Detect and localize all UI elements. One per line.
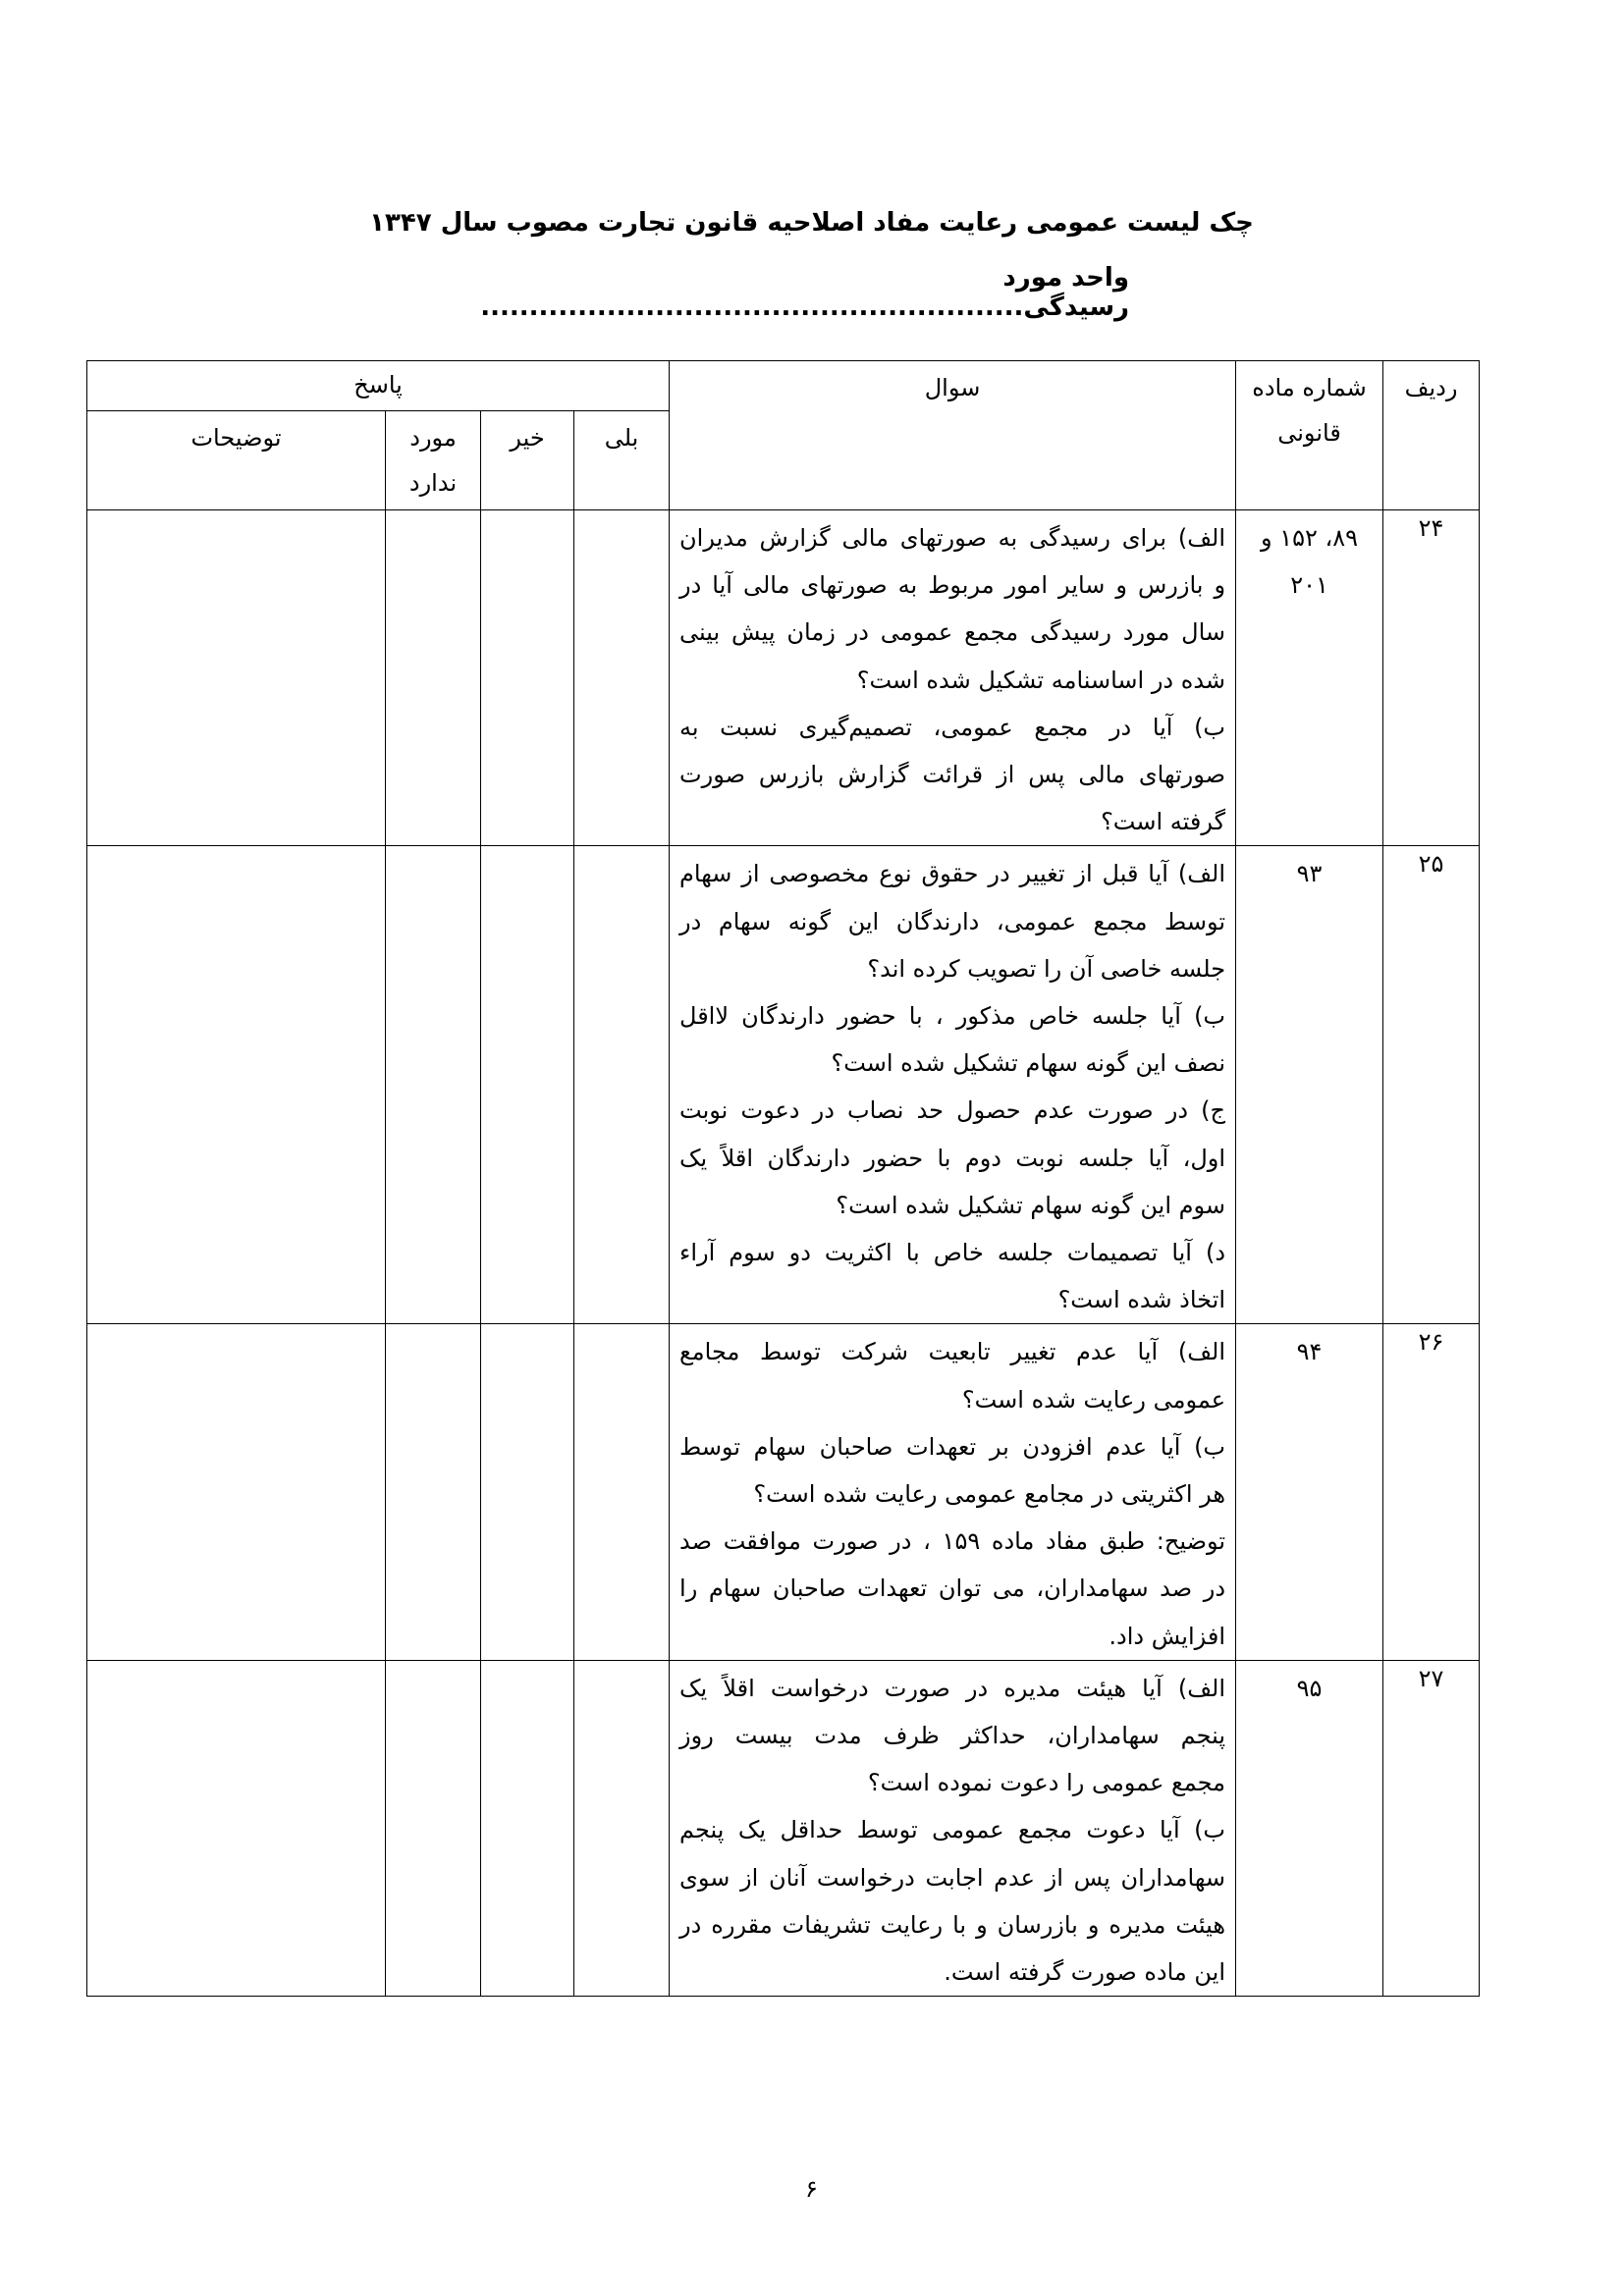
table-row: [87, 1660, 1480, 1996]
answer-not-applicable-cell[interactable]: [386, 1660, 481, 1996]
article-number-line1: ۹۵: [1296, 1674, 1323, 1702]
row-number: ۲۵: [1383, 846, 1480, 1324]
question-line: توسط مجمع عمومی، دارندگان این گونه سهام در: [679, 907, 1226, 935]
header-article-number: [1236, 361, 1383, 510]
question-line: در صد سهامداران، می توان تعهدات صاحبان سهام را: [679, 1575, 1226, 1603]
question-text: [670, 846, 1236, 1324]
header-no: خیر: [481, 411, 574, 510]
question-line: هیئت مدیره و بازرسان و با رعایت تشریفات مقرره در: [679, 1910, 1226, 1939]
question-line: صورتهای مالی پس از قرائت گزارش بازرس صورت: [679, 761, 1226, 789]
article-number: [1236, 846, 1383, 1324]
question-line: سهامداران پس از عدم اجابت درخواست آنان از سوی: [679, 1863, 1226, 1892]
header-remarks: توضیحات: [87, 411, 386, 510]
remarks-cell[interactable]: [87, 846, 386, 1324]
remarks-cell[interactable]: [87, 510, 386, 846]
answer-not-applicable-cell[interactable]: [386, 1324, 481, 1660]
checklist-table: [86, 360, 1480, 1997]
answer-no-cell[interactable]: [481, 846, 574, 1324]
answer-yes-cell[interactable]: [574, 1324, 670, 1660]
question-line: و بازرس و سایر امور مربوط به صورتهای مالی آیا در: [679, 571, 1226, 600]
question-line: جلسه خاصی آن را تصویب کرده اند؟: [867, 954, 1226, 983]
table-row: [87, 1324, 1480, 1660]
checklist-body: [87, 510, 1480, 1997]
question-line: هر اکثریتی در مجامع عمومی رعایت شده است؟: [753, 1480, 1226, 1509]
row-number: ۲۶: [1383, 1324, 1480, 1660]
header-not-applicable: [386, 411, 481, 510]
question-line: اول، آیا جلسه نوبت دوم با حضور دارندگان اقلاً یک: [679, 1144, 1226, 1172]
question-line: شده در اساسنامه تشکیل شده است؟: [856, 666, 1226, 694]
question-line: الف) آیا عدم تغییر تابعیت شرکت توسط مجامع: [679, 1338, 1226, 1366]
table-row: [87, 846, 1480, 1324]
question-line: توضیح: طبق مفاد ماده ۱۵۹ ، در صورت موافقت صد: [679, 1527, 1226, 1556]
header-question: سوال: [670, 361, 1236, 510]
question-line: ب) آیا دعوت مجمع عمومی توسط حداقل یک پنجم: [679, 1816, 1226, 1844]
question-line: ب) آیا در مجمع عمومی، تصمیم‌گیری نسبت به: [679, 713, 1226, 741]
question-line: ب) آیا جلسه خاص مذکور ، با حضور دارندگان لااقل: [679, 1002, 1226, 1031]
question-line: الف) آیا قبل از تغییر در حقوق نوع مخصوصی از سهام: [679, 860, 1226, 888]
question-line: عمومی رعایت شده است؟: [961, 1385, 1226, 1414]
header-not-applicable-line1: مورد: [409, 424, 457, 452]
answer-yes-cell[interactable]: [574, 1660, 670, 1996]
table-row: [87, 510, 1480, 846]
question-line: نصف این گونه سهام تشکیل شده است؟: [831, 1049, 1226, 1078]
question-line: این ماده صورت گرفته است.: [944, 1958, 1226, 1987]
question-text: [670, 1324, 1236, 1660]
question-line: الف) برای رسیدگی به صورتهای مالی گزارش مدیران: [679, 524, 1226, 552]
header-answer: پاسخ: [87, 361, 670, 411]
answer-not-applicable-cell[interactable]: [386, 510, 481, 846]
answer-no-cell[interactable]: [481, 1324, 574, 1660]
article-number-line2: ۲۰۱: [1290, 571, 1328, 600]
page-number: ۶: [805, 2175, 818, 2203]
row-number: ۲۷: [1383, 1660, 1480, 1996]
header-yes: بلی: [574, 411, 670, 510]
question-line: مجمع عمومی را دعوت نموده است؟: [867, 1769, 1226, 1797]
article-number-line1: ۹۴: [1296, 1338, 1323, 1366]
article-number: [1236, 510, 1383, 846]
article-number: [1236, 1660, 1383, 1996]
document-title: چک لیست عمومی رعایت مفاد اصلاحیه قانون تجارت مصوب سال ۱۳۴۷: [369, 208, 1254, 238]
question-line: سوم این گونه سهام تشکیل شده است؟: [836, 1191, 1226, 1219]
question-line: سال مورد رسیدگی مجمع عمومی در زمان پیش بینی: [679, 618, 1226, 647]
header-not-applicable-line2: ندارد: [408, 469, 458, 497]
row-number: ۲۴: [1383, 510, 1480, 846]
article-number: [1236, 1324, 1383, 1660]
question-line: د) آیا تصمیمات جلسه خاص با اکثریت دو سوم آراء: [679, 1239, 1226, 1267]
question-line: پنجم سهامداران، حداکثر ظرف مدت بیست روز: [679, 1722, 1226, 1750]
article-number-line1: ۸۹، ۱۵۲ و: [1261, 524, 1359, 552]
answer-no-cell[interactable]: [481, 1660, 574, 1996]
question-line: گرفته است؟: [1101, 808, 1226, 836]
remarks-cell[interactable]: [87, 1660, 386, 1996]
header-row-1: [87, 361, 1480, 411]
header-article-number-line2: قانونی: [1277, 419, 1341, 447]
header-radif: ردیف: [1383, 361, 1480, 510]
audited-unit-line: واحد مورد رسیدگی........................................................: [480, 263, 1129, 322]
question-text: [670, 1660, 1236, 1996]
answer-yes-cell[interactable]: [574, 846, 670, 1324]
answer-yes-cell[interactable]: [574, 510, 670, 846]
header-article-number-line1: شماره ماده: [1252, 374, 1367, 401]
answer-no-cell[interactable]: [481, 510, 574, 846]
answer-not-applicable-cell[interactable]: [386, 846, 481, 1324]
question-line: افزایش داد.: [1109, 1622, 1226, 1650]
question-line: اتخاذ شده است؟: [1057, 1286, 1226, 1314]
question-text: [670, 510, 1236, 846]
question-line: الف) آیا هیئت مدیره در صورت درخواست اقلاً یک: [679, 1674, 1226, 1702]
article-number-line1: ۹۳: [1296, 860, 1323, 888]
question-line: ب) آیا عدم افزودن بر تعهدات صاحبان سهام توسط: [679, 1432, 1226, 1461]
question-line: ج) در صورت عدم حصول حد نصاب در دعوت نوبت: [679, 1096, 1226, 1125]
remarks-cell[interactable]: [87, 1324, 386, 1660]
